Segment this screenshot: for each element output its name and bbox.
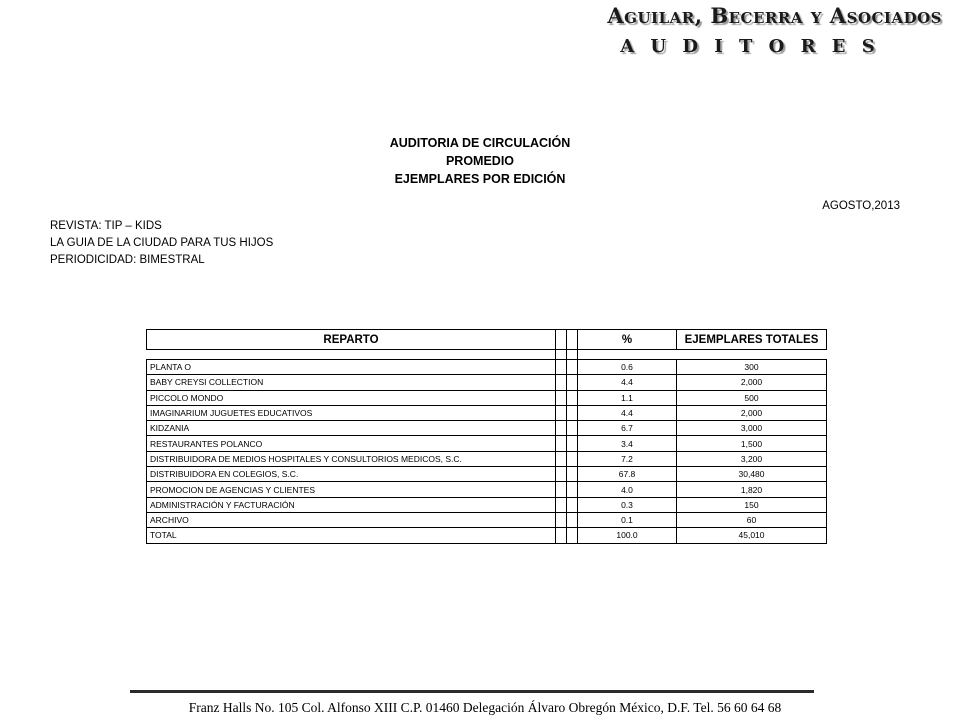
table-row xyxy=(147,512,827,527)
cell-spacer-2 xyxy=(567,467,578,482)
header-percent: % xyxy=(578,330,677,350)
cell-reparto: RESTAURANTES POLANCO xyxy=(147,436,556,451)
cell-ejemplares: 3,200 xyxy=(677,451,827,466)
cell-spacer-1 xyxy=(556,497,567,512)
table-row xyxy=(147,405,827,420)
cell-reparto: PLANTA O xyxy=(147,360,556,375)
table-row xyxy=(147,482,827,497)
report-title xyxy=(0,134,960,188)
header-spacer-1 xyxy=(556,330,567,350)
table-row xyxy=(147,390,827,405)
report-title-line-3: EJEMPLARES POR EDICIÓN xyxy=(394,172,566,186)
table-body xyxy=(147,350,827,544)
cell-spacer-2 xyxy=(567,482,578,497)
cell-spacer-1 xyxy=(556,451,567,466)
cell-percent: 1.1 xyxy=(578,390,677,405)
gap-cell xyxy=(147,350,556,360)
cell-percent: 7.2 xyxy=(578,451,677,466)
cell-reparto: DISTRIBUIDORA EN COLEGIOS, S.C. xyxy=(147,467,556,482)
cell-percent: 67.8 xyxy=(578,467,677,482)
cell-reparto: PROMOCION DE AGENCIAS Y CLIENTES xyxy=(147,482,556,497)
cell-spacer-2 xyxy=(567,528,578,543)
header-spacer-2 xyxy=(567,330,578,350)
cell-reparto: IMAGINARIUM JUGUETES EDUCATIVOS xyxy=(147,405,556,420)
cell-percent: 0.6 xyxy=(578,360,677,375)
cell-ejemplares: 150 xyxy=(677,497,827,512)
table-row xyxy=(147,360,827,375)
cell-spacer-2 xyxy=(567,421,578,436)
cell-spacer-2 xyxy=(567,451,578,466)
brand-subtitle: A U D I T O R E S xyxy=(620,36,880,57)
cell-spacer-1 xyxy=(556,390,567,405)
cell-spacer-2 xyxy=(567,497,578,512)
cell-reparto: BABY CREYSI COLLECTION xyxy=(147,375,556,390)
report-title-line-1: AUDITORIA DE CIRCULACIÓN xyxy=(389,136,571,150)
distribution-table xyxy=(146,329,827,544)
cell-spacer-1 xyxy=(556,482,567,497)
cell-percent: 4.0 xyxy=(578,482,677,497)
cell-spacer-1 xyxy=(556,436,567,451)
cell-ejemplares: 1,500 xyxy=(677,436,827,451)
cell-reparto: TOTAL xyxy=(147,528,556,543)
gap-cell xyxy=(677,350,827,360)
cell-spacer-1 xyxy=(556,405,567,420)
table-row xyxy=(147,436,827,451)
gap-cell xyxy=(578,350,677,360)
cell-ejemplares: 300 xyxy=(677,360,827,375)
cell-spacer-2 xyxy=(567,436,578,451)
table-row xyxy=(147,497,827,512)
cell-spacer-2 xyxy=(567,375,578,390)
cell-ejemplares: 2,000 xyxy=(677,405,827,420)
cell-percent: 100.0 xyxy=(578,528,677,543)
cell-percent: 0.3 xyxy=(578,497,677,512)
cell-reparto: DISTRIBUIDORA DE MEDIOS HOSPITALES Y CONSULTORIOS MEDICOS, S.C. xyxy=(147,451,556,466)
cell-reparto: KIDZANIA xyxy=(147,421,556,436)
cell-ejemplares: 3,000 xyxy=(677,421,827,436)
cell-reparto: ARCHIVO xyxy=(147,512,556,527)
cell-spacer-1 xyxy=(556,467,567,482)
cell-spacer-1 xyxy=(556,512,567,527)
cell-spacer-1 xyxy=(556,421,567,436)
report-date: AGOSTO,2013 xyxy=(822,200,900,212)
table-row xyxy=(147,528,827,543)
cell-ejemplares: 60 xyxy=(677,512,827,527)
header-reparto: REPARTO xyxy=(147,330,556,350)
table-row xyxy=(147,451,827,466)
report-title-line-2: PROMEDIO xyxy=(445,154,515,168)
gap-cell xyxy=(556,350,567,360)
cell-reparto: PICCOLO MONDO xyxy=(147,390,556,405)
cell-spacer-1 xyxy=(556,375,567,390)
cell-ejemplares: 30,480 xyxy=(677,467,827,482)
cell-spacer-2 xyxy=(567,390,578,405)
magazine-periodicity: PERIODICIDAD: BIMESTRAL xyxy=(50,254,205,266)
cell-ejemplares: 2,000 xyxy=(677,375,827,390)
cell-percent: 0.1 xyxy=(578,512,677,527)
cell-ejemplares: 500 xyxy=(677,390,827,405)
table-row xyxy=(147,467,827,482)
report-meta xyxy=(50,218,273,269)
cell-ejemplares: 45,010 xyxy=(677,528,827,543)
table-row xyxy=(147,421,827,436)
brand-name: Aguilar, Becerra y Asociados xyxy=(607,3,942,28)
footer-address: Franz Halls No. 105 Col. Alfonso XIII C.P. 01460 Delegación Álvaro Obregón México, D.F. Tel. 56 60 64 68 xyxy=(188,700,782,715)
table-row xyxy=(147,375,827,390)
table-gap-row xyxy=(147,350,827,360)
cell-spacer-2 xyxy=(567,405,578,420)
table-header-row xyxy=(147,330,827,350)
cell-reparto: ADMINISTRACIÓN Y FACTURACIÓN xyxy=(147,497,556,512)
cell-spacer-2 xyxy=(567,512,578,527)
footer-divider xyxy=(130,690,814,693)
magazine-tagline: LA GUIA DE LA CIUDAD PARA TUS HIJOS xyxy=(50,237,274,249)
cell-spacer-2 xyxy=(567,360,578,375)
cell-percent: 6.7 xyxy=(578,421,677,436)
cell-ejemplares: 1,820 xyxy=(677,482,827,497)
cell-percent: 4.4 xyxy=(578,375,677,390)
magazine-name: REVISTA: TIP – KIDS xyxy=(50,220,162,232)
distribution-table-wrapper xyxy=(146,329,826,544)
cell-spacer-1 xyxy=(556,528,567,543)
header-ejemplares: EJEMPLARES TOTALES xyxy=(677,330,827,350)
cell-percent: 4.4 xyxy=(578,405,677,420)
gap-cell xyxy=(567,350,578,360)
cell-percent: 3.4 xyxy=(578,436,677,451)
cell-spacer-1 xyxy=(556,360,567,375)
